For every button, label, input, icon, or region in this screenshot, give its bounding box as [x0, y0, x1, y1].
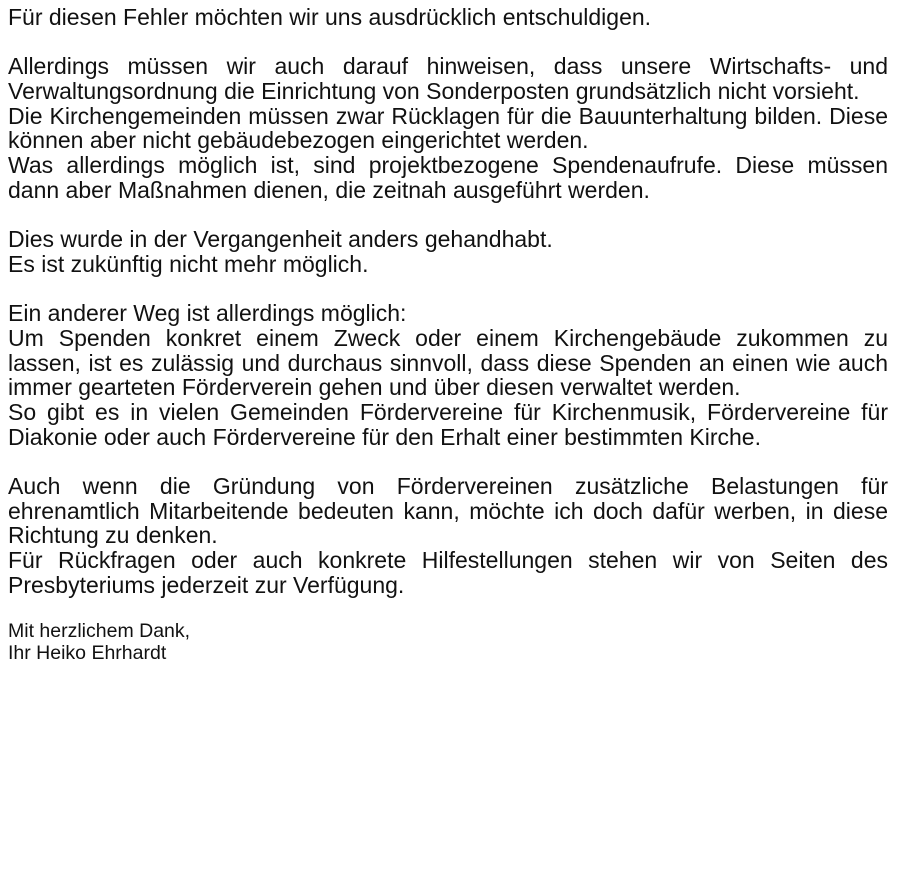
closing-greeting: Mit herzlichem Dank, [8, 620, 191, 643]
paragraph-past-practice: Dies wurde in der Vergangenheit anders gehandhabt. [8, 226, 553, 253]
paragraph-apology: Für diesen Fehler möchten wir uns ausdrücklich entschuldigen. [8, 4, 652, 30]
paragraph-contact-offer: Für Rückfragen oder auch konkrete Hilfestellungen stehen wir von Seiten des Presbyteriums jederzeit zur Verfügung. [8, 547, 888, 598]
paragraph-encouragement: Auch wenn die Gründung von Fördervereinen zusätzliche Belastungen für ehrenamtlich Mitarbeitende bedeuten kann, möchte ich doch dafür werben, in diese Richtung zu denken. [8, 472, 888, 549]
paragraph-alternative-intro: Ein anderer Weg ist allerdings möglich: [8, 300, 407, 327]
paragraph-regulation-notice: Allerdings müssen wir auch darauf hinweisen, dass unsere Wirtschafts- und Verwaltungsordnung die Einrichtung von Sonderposten grundsätzlich nicht vorsieht. [8, 53, 888, 104]
closing-block [8, 621, 888, 664]
closing-signature: Ihr Heiko Ehrhardt [8, 641, 167, 664]
paragraph-donation-appeals: Was allerdings möglich ist, sind projektbezogene Spendenaufrufe. Diese müssen dann aber Maßnahmen dienen, die zeitnah ausgeführt werden. [8, 152, 888, 203]
paragraph-association-examples: So gibt es in vielen Gemeinden Fördervereine für Kirchenmusik, Fördervereine für Diakonie oder auch Fördervereine für den Erhalt einer bestimmten Kirche. [8, 398, 888, 450]
paragraph-reserves: Die Kirchengemeinden müssen zwar Rücklagen für die Bauunterhaltung bilden. Diese können aber nicht gebäudebezogen eingerichtet werden. [8, 102, 888, 154]
paragraph-support-association: Um Spenden konkret einem Zweck oder einem Kirchengebäude zukommen zu lassen, ist es zulässig und durchaus sinnvoll, dass diese Spenden an einen wie auch immer gearteten Förderverein gehen und über diesen verwaltet werden. [8, 324, 888, 401]
paragraph-no-longer-possible: Es ist zukünftig nicht mehr möglich. [8, 250, 369, 277]
letter-body [8, 5, 888, 664]
